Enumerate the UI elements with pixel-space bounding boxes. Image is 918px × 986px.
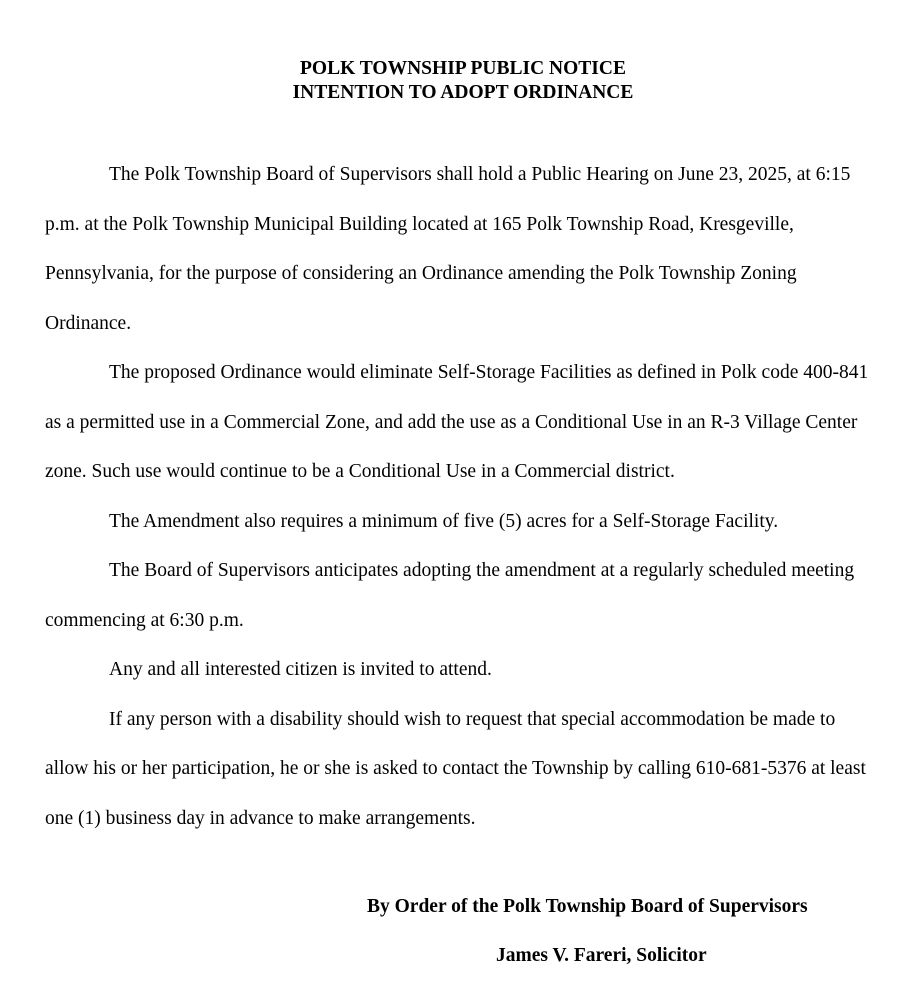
notice-title: POLK TOWNSHIP PUBLIC NOTICE (300, 58, 626, 79)
paragraph-acreage: The Amendment also requires a minimum of five (5) acres for a Self-Storage Facility. (109, 510, 779, 532)
signature-order: By Order of the Polk Township Board of Supervisors (367, 896, 808, 917)
paragraph-adoption: The Board of Supervisors anticipates adopting the amendment at a regularly scheduled meeting commencing at 6:30 p.m. (45, 560, 855, 631)
notice-body (45, 150, 881, 843)
notice-subtitle: INTENTION TO ADOPT ORDINANCE (292, 82, 634, 103)
paragraph-invitation: Any and all interested citizen is invited to attend. (109, 659, 492, 680)
paragraph-accommodation: If any person with a disability should wish to request that special accommodation be made to allow his or her participation, he or she is asked to contact the Township by calling 610-681-5376 at least one (1) business day in advance to make arrangements. (45, 708, 866, 829)
paragraph-proposed-ordinance: The proposed Ordinance would eliminate Self-Storage Facilities as defined in Polk code 400-841 as a permitted use in a Commercial Zone, and add the use as a Conditional Use in an R-3 Village Center zone. Such use would continue to be a Conditional Use in a Commercial district. (45, 362, 869, 482)
paragraph-hearing: The Polk Township Board of Supervisors shall hold a Public Hearing on June 23, 2025, at 6:15 p.m. at the Polk Township Municipal Building located at 165 Polk Township Road, Kresgeville, Pennsylvania, for the purpose of considering an Ordinance amending the Polk Township Zoning Ordinance. (45, 164, 851, 334)
signature-solicitor: James V. Fareri, Solicitor (496, 945, 707, 966)
